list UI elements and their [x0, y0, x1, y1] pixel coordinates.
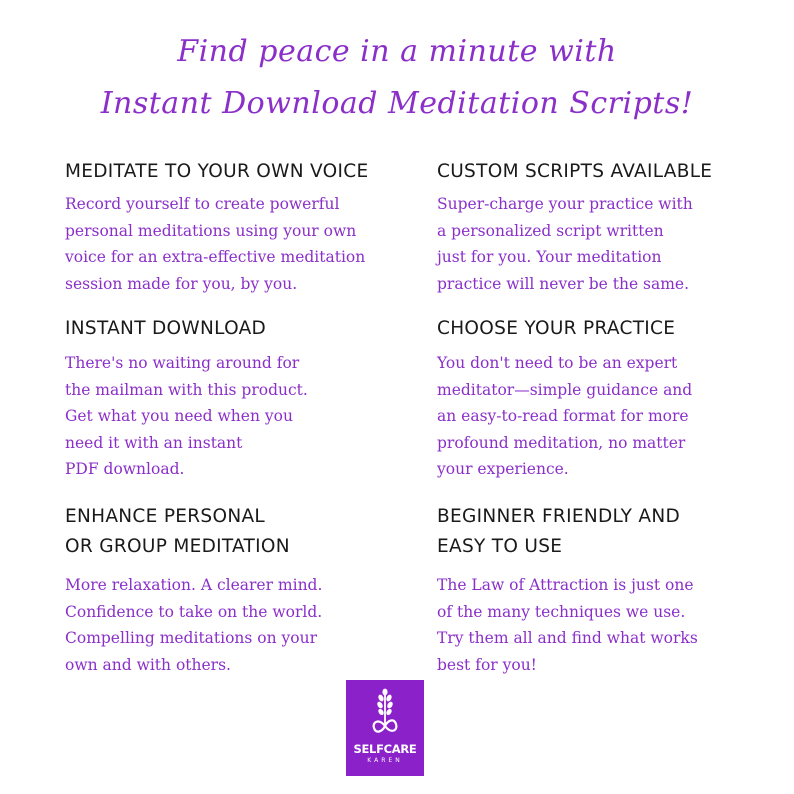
logo-brand-name: SELFCARE: [353, 742, 417, 756]
headline-line-1: Find peace in a minute with: [177, 34, 617, 69]
feature-body: There's no waiting around for the mailman with this product. Get what you need when you need it with an instant PDF download.: [65, 354, 308, 478]
feature-enhance-meditation: [65, 502, 322, 678]
feature-body: Record yourself to create powerful personal meditations using your own voice for an extra-effective meditation session made for you, by you.: [65, 195, 366, 293]
feature-choose-practice: [437, 314, 692, 483]
feature-body: Super-charge your practice with a personalized script written just for you. Your meditation practice will never be the same.: [437, 195, 693, 293]
feature-custom-scripts: [437, 157, 712, 297]
feature-instant-download: [65, 314, 308, 483]
feature-body: You don't need to be an expert meditator—simple guidance and an easy-to-read format for more profound meditation, no matter your experience.: [437, 354, 693, 478]
headline-line-2: Instant Download Meditation Scripts!: [100, 86, 694, 121]
feature-heading: MEDITATE TO YOUR OWN VOICE: [65, 161, 369, 182]
lavender-infinity-icon: [346, 680, 424, 742]
feature-heading: CHOOSE YOUR PRACTICE: [437, 318, 676, 339]
headline: [0, 26, 794, 130]
feature-meditate-own-voice: [65, 157, 369, 297]
feature-heading: BEGINNER FRIENDLY AND EASY TO USE: [437, 506, 681, 557]
feature-beginner-friendly: [437, 502, 698, 678]
selfcare-karen-logo: [346, 680, 424, 776]
feature-heading: CUSTOM SCRIPTS AVAILABLE: [437, 161, 713, 182]
feature-body: More relaxation. A clearer mind. Confidence to take on the world. Compelling meditations on your own and with others.: [65, 576, 323, 674]
feature-heading: ENHANCE PERSONAL OR GROUP MEDITATION: [65, 506, 290, 557]
feature-body: The Law of Attraction is just one of the many techniques we use. Try them all and find what works best for you!: [437, 576, 698, 674]
feature-heading: INSTANT DOWNLOAD: [65, 318, 267, 339]
logo-brand-sub: KAREN: [367, 757, 403, 764]
